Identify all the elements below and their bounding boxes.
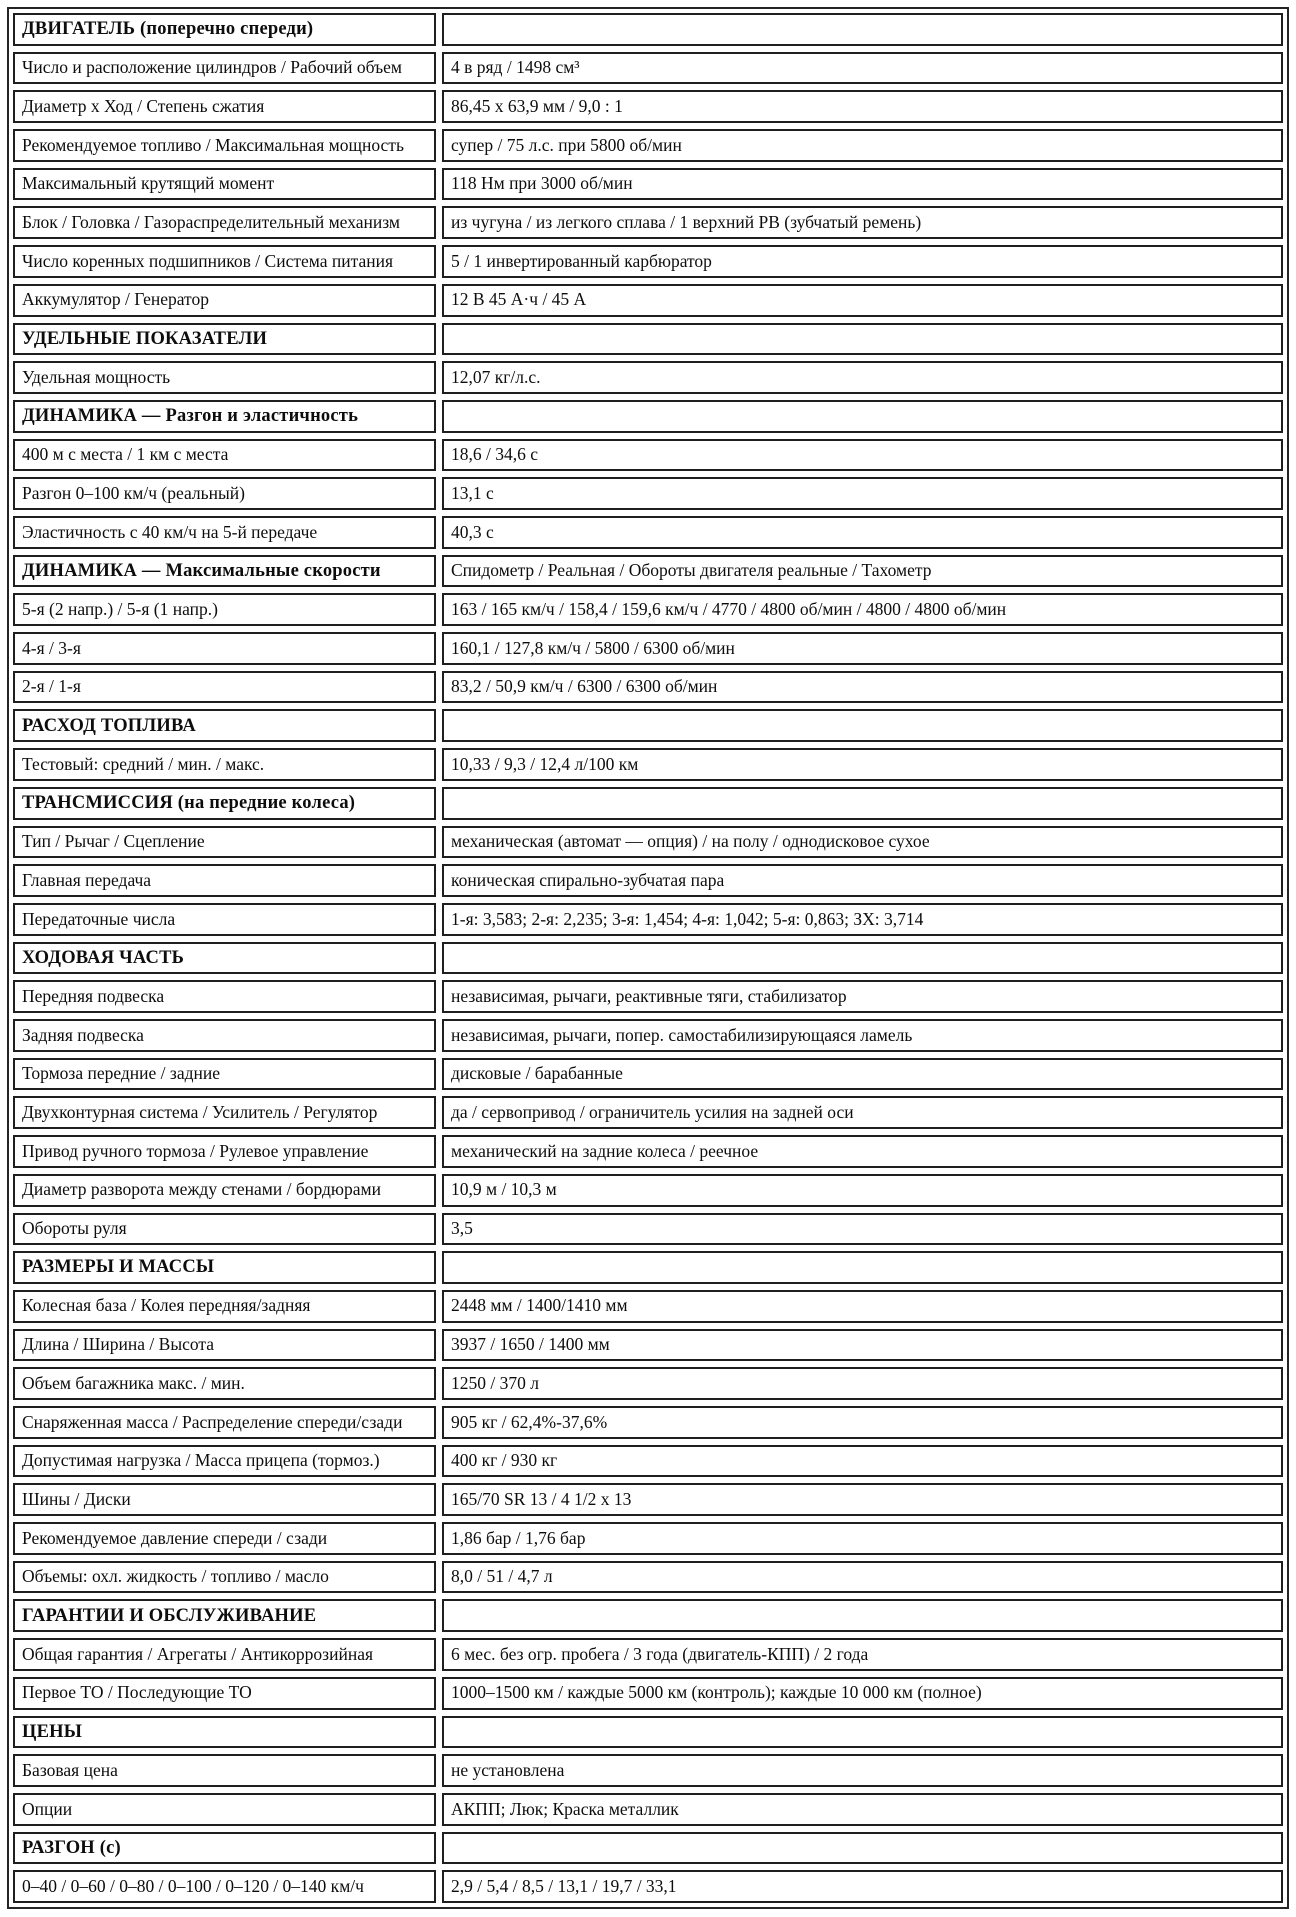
table-row — [13, 361, 1283, 394]
spec-label-cell: Разгон 0–100 км/ч (реальный) — [13, 477, 436, 510]
table-row — [13, 1793, 1283, 1826]
spec-value-cell: 18,6 / 34,6 с — [442, 439, 1283, 472]
spec-label-cell: Удельная мощность — [13, 361, 436, 394]
spec-value-cell: коническая спирально-зубчатая пара — [442, 864, 1283, 897]
table-row — [13, 1174, 1283, 1207]
spec-value-cell — [442, 1251, 1283, 1284]
spec-label-cell: Аккумулятор / Генератор — [13, 284, 436, 317]
spec-label-cell: Рекомендуемое топливо / Максимальная мощность — [13, 129, 436, 162]
section-header-row — [13, 13, 1283, 46]
spec-value-cell: из чугуна / из легкого сплава / 1 верхний РВ (зубчатый ремень) — [442, 206, 1283, 239]
spec-label-cell: Тестовый: средний / мин. / макс. — [13, 748, 436, 781]
spec-value-cell: Спидометр / Реальная / Обороты двигателя реальные / Тахометр — [442, 555, 1283, 588]
spec-label-cell: Допустимая нагрузка / Масса прицепа (тормоз.) — [13, 1445, 436, 1478]
table-row — [13, 284, 1283, 317]
spec-label-cell: Первое ТО / Последующие ТО — [13, 1677, 436, 1710]
spec-value-cell: 8,0 / 51 / 4,7 л — [442, 1561, 1283, 1594]
section-header-row — [13, 400, 1283, 433]
table-row — [13, 980, 1283, 1013]
spec-value-cell: 2,9 / 5,4 / 8,5 / 13,1 / 19,7 / 33,1 — [442, 1870, 1283, 1903]
spec-value-cell: 1250 / 370 л — [442, 1367, 1283, 1400]
spec-value-cell: 12,07 кг/л.с. — [442, 361, 1283, 394]
spec-value-cell: 86,45 x 63,9 мм / 9,0 : 1 — [442, 90, 1283, 123]
table-row — [13, 1754, 1283, 1787]
spec-label-cell: Рекомендуемое давление спереди / сзади — [13, 1522, 436, 1555]
spec-label-cell: ТРАНСМИССИЯ (на передние колеса) — [13, 787, 436, 820]
table-row — [13, 1561, 1283, 1594]
table-row — [13, 245, 1283, 278]
spec-value-cell: 83,2 / 50,9 км/ч / 6300 / 6300 об/мин — [442, 671, 1283, 704]
table-row — [13, 1677, 1283, 1710]
table-row — [13, 593, 1283, 626]
spec-table-outer-border — [7, 7, 1289, 1909]
table-row — [13, 1522, 1283, 1555]
spec-value-cell: 13,1 с — [442, 477, 1283, 510]
spec-value-cell: 1-я: 3,583; 2-я: 2,235; 3-я: 1,454; 4-я: 1,042; 5-я: 0,863; ЗХ: 3,714 — [442, 903, 1283, 936]
spec-label-cell: Объем багажника макс. / мин. — [13, 1367, 436, 1400]
spec-value-cell: 1,86 бар / 1,76 бар — [442, 1522, 1283, 1555]
spec-value-cell: 10,9 м / 10,3 м — [442, 1174, 1283, 1207]
spec-value-cell: 3937 / 1650 / 1400 мм — [442, 1329, 1283, 1362]
spec-label-cell: ДВИГАТЕЛЬ (поперечно спереди) — [13, 13, 436, 46]
spec-value-cell: 905 кг / 62,4%-37,6% — [442, 1406, 1283, 1439]
spec-label-cell: Двухконтурная система / Усилитель / Регулятор — [13, 1096, 436, 1129]
table-row — [13, 632, 1283, 665]
spec-value-cell: 40,3 с — [442, 516, 1283, 549]
spec-value-cell: независимая, рычаги, попер. самостабилизирующаяся ламель — [442, 1019, 1283, 1052]
table-row — [13, 1213, 1283, 1246]
spec-label-cell: 2-я / 1-я — [13, 671, 436, 704]
spec-label-cell: Диаметр разворота между стенами / бордюрами — [13, 1174, 436, 1207]
section-header-row — [13, 787, 1283, 820]
table-row — [13, 864, 1283, 897]
spec-value-cell — [442, 1599, 1283, 1632]
spec-label-cell: Снаряженная масса / Распределение спереди/сзади — [13, 1406, 436, 1439]
spec-value-cell — [442, 787, 1283, 820]
spec-label-cell: ХОДОВАЯ ЧАСТЬ — [13, 942, 436, 975]
spec-label-cell: Общая гарантия / Агрегаты / Антикоррозийная — [13, 1638, 436, 1671]
section-header-row — [13, 555, 1283, 588]
spec-label-cell: 4-я / 3-я — [13, 632, 436, 665]
table-row — [13, 1483, 1283, 1516]
spec-value-cell: 118 Нм при 3000 об/мин — [442, 168, 1283, 201]
spec-label-cell: 0–40 / 0–60 / 0–80 / 0–100 / 0–120 / 0–140 км/ч — [13, 1870, 436, 1903]
spec-label-cell: Тормоза передние / задние — [13, 1058, 436, 1091]
spec-value-cell — [442, 942, 1283, 975]
spec-label-cell: Главная передача — [13, 864, 436, 897]
spec-value-cell: 165/70 SR 13 / 4 1/2 x 13 — [442, 1483, 1283, 1516]
spec-value-cell: да / сервопривод / ограничитель усилия на задней оси — [442, 1096, 1283, 1129]
table-row — [13, 826, 1283, 859]
spec-value-cell: 163 / 165 км/ч / 158,4 / 159,6 км/ч / 4770 / 4800 об/мин / 4800 / 4800 об/мин — [442, 593, 1283, 626]
spec-label-cell: Объемы: охл. жидкость / топливо / масло — [13, 1561, 436, 1594]
table-row — [13, 516, 1283, 549]
spec-label-cell: Шины / Диски — [13, 1483, 436, 1516]
section-header-row — [13, 1716, 1283, 1749]
spec-label-cell: Привод ручного тормоза / Рулевое управление — [13, 1135, 436, 1168]
spec-value-cell — [442, 1832, 1283, 1865]
spec-value-cell — [442, 1716, 1283, 1749]
spec-value-cell: механическая (автомат — опция) / на полу / однодисковое сухое — [442, 826, 1283, 859]
table-row — [13, 1870, 1283, 1903]
spec-value-cell — [442, 400, 1283, 433]
spec-value-cell: 2448 мм / 1400/1410 мм — [442, 1290, 1283, 1323]
section-header-row — [13, 1832, 1283, 1865]
spec-label-cell: Диаметр x Ход / Степень сжатия — [13, 90, 436, 123]
spec-value-cell: 1000–1500 км / каждые 5000 км (контроль); каждые 10 000 км (полное) — [442, 1677, 1283, 1710]
table-row — [13, 903, 1283, 936]
spec-value-cell: 4 в ряд / 1498 см³ — [442, 52, 1283, 85]
table-row — [13, 1135, 1283, 1168]
table-row — [13, 1445, 1283, 1478]
spec-value-cell: механический на задние колеса / реечное — [442, 1135, 1283, 1168]
spec-label-cell: Базовая цена — [13, 1754, 436, 1787]
table-row — [13, 1329, 1283, 1362]
car-spec-table — [13, 13, 1283, 1903]
table-row — [13, 129, 1283, 162]
spec-label-cell: Блок / Головка / Газораспределительный механизм — [13, 206, 436, 239]
spec-label-cell: ДИНАМИКА — Разгон и эластичность — [13, 400, 436, 433]
table-row — [13, 439, 1283, 472]
table-row — [13, 1058, 1283, 1091]
spec-label-cell: ДИНАМИКА — Максимальные скорости — [13, 555, 436, 588]
table-row — [13, 748, 1283, 781]
spec-label-cell: ГАРАНТИИ И ОБСЛУЖИВАНИЕ — [13, 1599, 436, 1632]
spec-label-cell: 5-я (2 напр.) / 5-я (1 напр.) — [13, 593, 436, 626]
table-row — [13, 168, 1283, 201]
table-row — [13, 1367, 1283, 1400]
table-row — [13, 1638, 1283, 1671]
spec-value-cell: 160,1 / 127,8 км/ч / 5800 / 6300 об/мин — [442, 632, 1283, 665]
table-row — [13, 1096, 1283, 1129]
section-header-row — [13, 709, 1283, 742]
spec-label-cell: РАЗМЕРЫ И МАССЫ — [13, 1251, 436, 1284]
spec-label-cell: РАЗГОН (с) — [13, 1832, 436, 1865]
spec-value-cell: 3,5 — [442, 1213, 1283, 1246]
table-row — [13, 1019, 1283, 1052]
section-header-row — [13, 1251, 1283, 1284]
table-row — [13, 1406, 1283, 1439]
spec-label-cell: ЦЕНЫ — [13, 1716, 436, 1749]
spec-label-cell: Обороты руля — [13, 1213, 436, 1246]
table-row — [13, 1290, 1283, 1323]
spec-label-cell: УДЕЛЬНЫЕ ПОКАЗАТЕЛИ — [13, 323, 436, 356]
section-header-row — [13, 1599, 1283, 1632]
spec-value-cell: 5 / 1 инвертированный карбюратор — [442, 245, 1283, 278]
table-row — [13, 671, 1283, 704]
section-header-row — [13, 942, 1283, 975]
table-row — [13, 52, 1283, 85]
spec-label-cell: Передняя подвеска — [13, 980, 436, 1013]
spec-value-cell: независимая, рычаги, реактивные тяги, стабилизатор — [442, 980, 1283, 1013]
spec-value-cell — [442, 323, 1283, 356]
spec-label-cell: Передаточные числа — [13, 903, 436, 936]
spec-label-cell: Эластичность с 40 км/ч на 5-й передаче — [13, 516, 436, 549]
table-row — [13, 206, 1283, 239]
spec-label-cell: Число коренных подшипников / Система питания — [13, 245, 436, 278]
spec-label-cell: Число и расположение цилиндров / Рабочий объем — [13, 52, 436, 85]
spec-value-cell: 12 В 45 А·ч / 45 А — [442, 284, 1283, 317]
spec-value-cell: АКПП; Люк; Краска металлик — [442, 1793, 1283, 1826]
table-row — [13, 477, 1283, 510]
spec-label-cell: Задняя подвеска — [13, 1019, 436, 1052]
spec-value-cell: 10,33 / 9,3 / 12,4 л/100 км — [442, 748, 1283, 781]
spec-value-cell — [442, 709, 1283, 742]
spec-label-cell: Колесная база / Колея передняя/задняя — [13, 1290, 436, 1323]
spec-label-cell: 400 м с места / 1 км с места — [13, 439, 436, 472]
spec-label-cell: РАСХОД ТОПЛИВА — [13, 709, 436, 742]
spec-value-cell: 400 кг / 930 кг — [442, 1445, 1283, 1478]
spec-label-cell: Длина / Ширина / Высота — [13, 1329, 436, 1362]
spec-value-cell: 6 мес. без огр. пробега / 3 года (двигатель-КПП) / 2 года — [442, 1638, 1283, 1671]
spec-value-cell: супер / 75 л.с. при 5800 об/мин — [442, 129, 1283, 162]
table-row — [13, 90, 1283, 123]
spec-label-cell: Максимальный крутящий момент — [13, 168, 436, 201]
spec-value-cell: дисковые / барабанные — [442, 1058, 1283, 1091]
section-header-row — [13, 323, 1283, 356]
spec-label-cell: Опции — [13, 1793, 436, 1826]
spec-value-cell: не установлена — [442, 1754, 1283, 1787]
spec-label-cell: Тип / Рычаг / Сцепление — [13, 826, 436, 859]
spec-value-cell — [442, 13, 1283, 46]
